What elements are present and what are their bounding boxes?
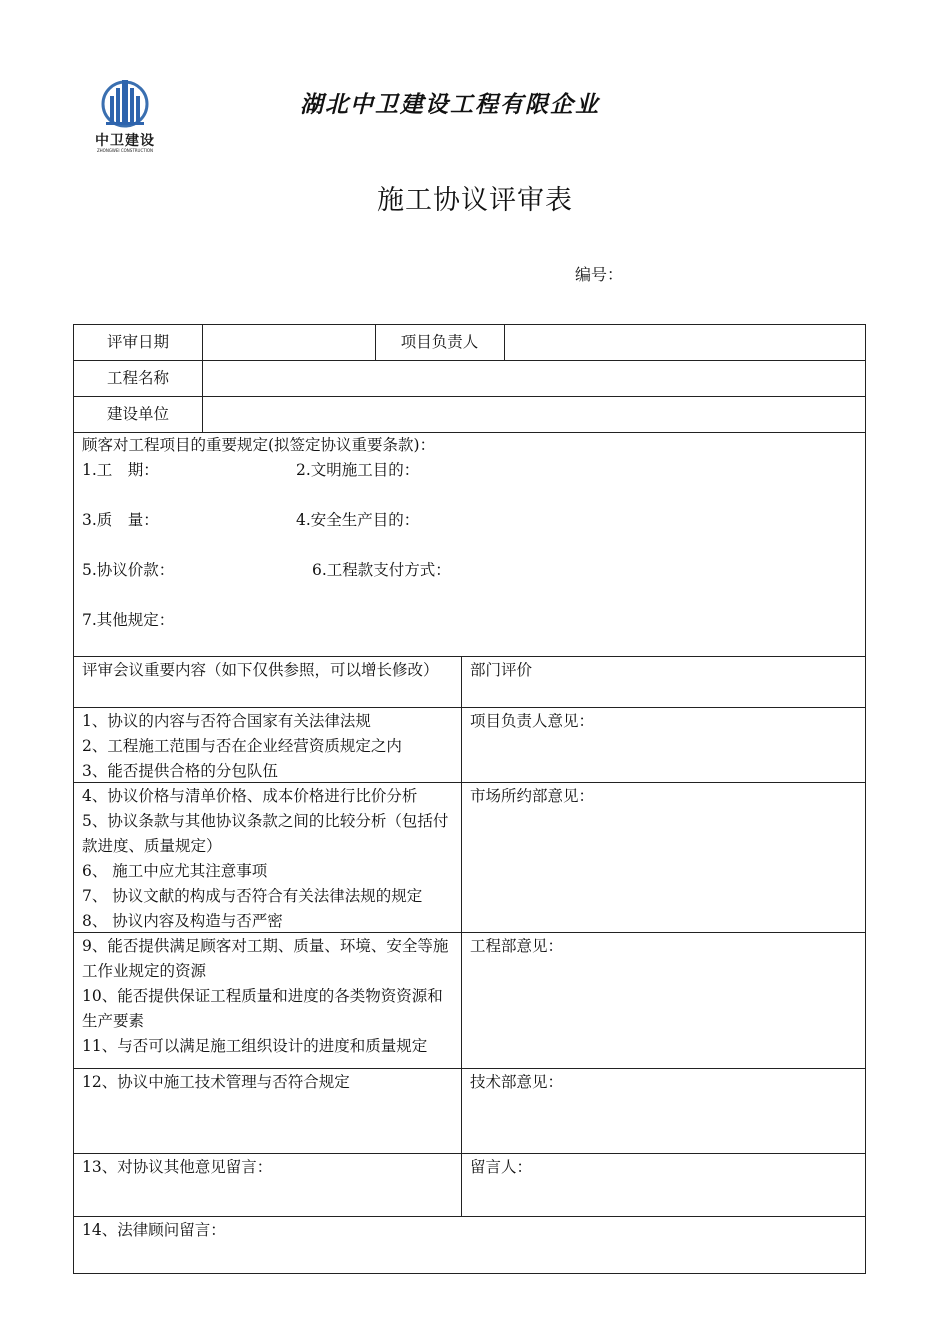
- project-lead-opinion[interactable]: 项目负责人意见：: [470, 712, 595, 730]
- market-department-opinion[interactable]: 市场所约部意见：: [470, 787, 595, 805]
- requirement-other: 7.其他规定：: [82, 611, 175, 629]
- project-lead-field[interactable]: [505, 326, 865, 360]
- review-items-group-2: [74, 783, 461, 935]
- company-name: 湖北中卫建设工程有限企业: [300, 91, 600, 118]
- builder-label: 建设单位: [106, 405, 169, 423]
- review-date-field[interactable]: [203, 326, 375, 360]
- review-item: 5、协议条款与其他协议条款之间的比较分析（包括付款进度、质量规定）: [82, 812, 449, 855]
- department-evaluation-header: 部门评价: [470, 661, 533, 679]
- requirement-safety: 4.安全生产目的：: [296, 511, 420, 529]
- requirement-quality: 3.质 量：: [82, 511, 159, 529]
- review-item: 4、协议价格与清单价格、成本价格进行比价分析: [82, 787, 418, 805]
- requirements-heading: 顾客对工程项目的重要规定(拟签定协议重要条款)：: [82, 436, 436, 454]
- review-item: 3、能否提供合格的分包队伍: [82, 762, 278, 780]
- engineering-department-opinion[interactable]: 工程部意见：: [470, 937, 564, 955]
- review-date-label: 评审日期: [106, 333, 169, 351]
- review-items-group-3: [74, 933, 461, 1060]
- review-item: 10、能否提供保证工程质量和进度的各类物资资源和生产要素: [82, 987, 443, 1030]
- legal-advisor-comment[interactable]: 14、法律顾问留言：: [82, 1221, 226, 1239]
- review-item: 1、协议的内容与否符合国家有关法律法规: [82, 712, 371, 730]
- builder-field[interactable]: [203, 398, 865, 432]
- review-item: 6、 施工中应尤其注意事项: [82, 862, 268, 880]
- form-title: 施工协议评审表: [377, 185, 573, 216]
- other-comments-label[interactable]: 13、对协议其他意见留言：: [82, 1158, 273, 1176]
- review-item: 9、能否提供满足顾客对工期、质量、环境、安全等施工作业规定的资源: [82, 937, 449, 980]
- review-form-table: [73, 324, 866, 1274]
- requirement-duration: 1.工 期：: [82, 461, 159, 479]
- serial-number-label: 编号：: [575, 265, 624, 284]
- technical-department-opinion[interactable]: 技术部意见：: [470, 1073, 564, 1091]
- requirement-contract-price: 5.协议价款：: [82, 561, 175, 579]
- review-item: 8、 协议内容及构造与否严密: [82, 912, 283, 930]
- building-logo-icon: [88, 76, 162, 130]
- requirement-civilized-construction: 2.文明施工目的：: [296, 461, 420, 479]
- project-name-label: 工程名称: [106, 369, 169, 387]
- logo-subtext: ZHONGWEI CONSTRUCTION: [96, 148, 154, 153]
- review-item: 11、与否可以满足施工组织设计的进度和质量规定: [82, 1037, 428, 1055]
- review-items-group-1: [74, 708, 461, 785]
- review-item: 2、工程施工范围与否在企业经营资质规定之内: [82, 737, 402, 755]
- project-lead-label: 项目负责人: [400, 333, 479, 351]
- company-logo: [88, 76, 162, 158]
- review-item-technical: 12、协议中施工技术管理与否符合规定: [82, 1073, 350, 1091]
- review-item: 7、 协议文献的构成与否符合有关法律法规的规定: [82, 887, 423, 905]
- requirement-payment-method: 6.工程款支付方式：: [312, 561, 451, 579]
- review-content-header: 评审会议重要内容（如下仅供参照，可以增长修改）: [82, 661, 439, 679]
- logo-text: 中卫建设: [95, 133, 155, 149]
- project-name-field[interactable]: [203, 362, 865, 396]
- commenter-field[interactable]: 留言人：: [470, 1158, 533, 1176]
